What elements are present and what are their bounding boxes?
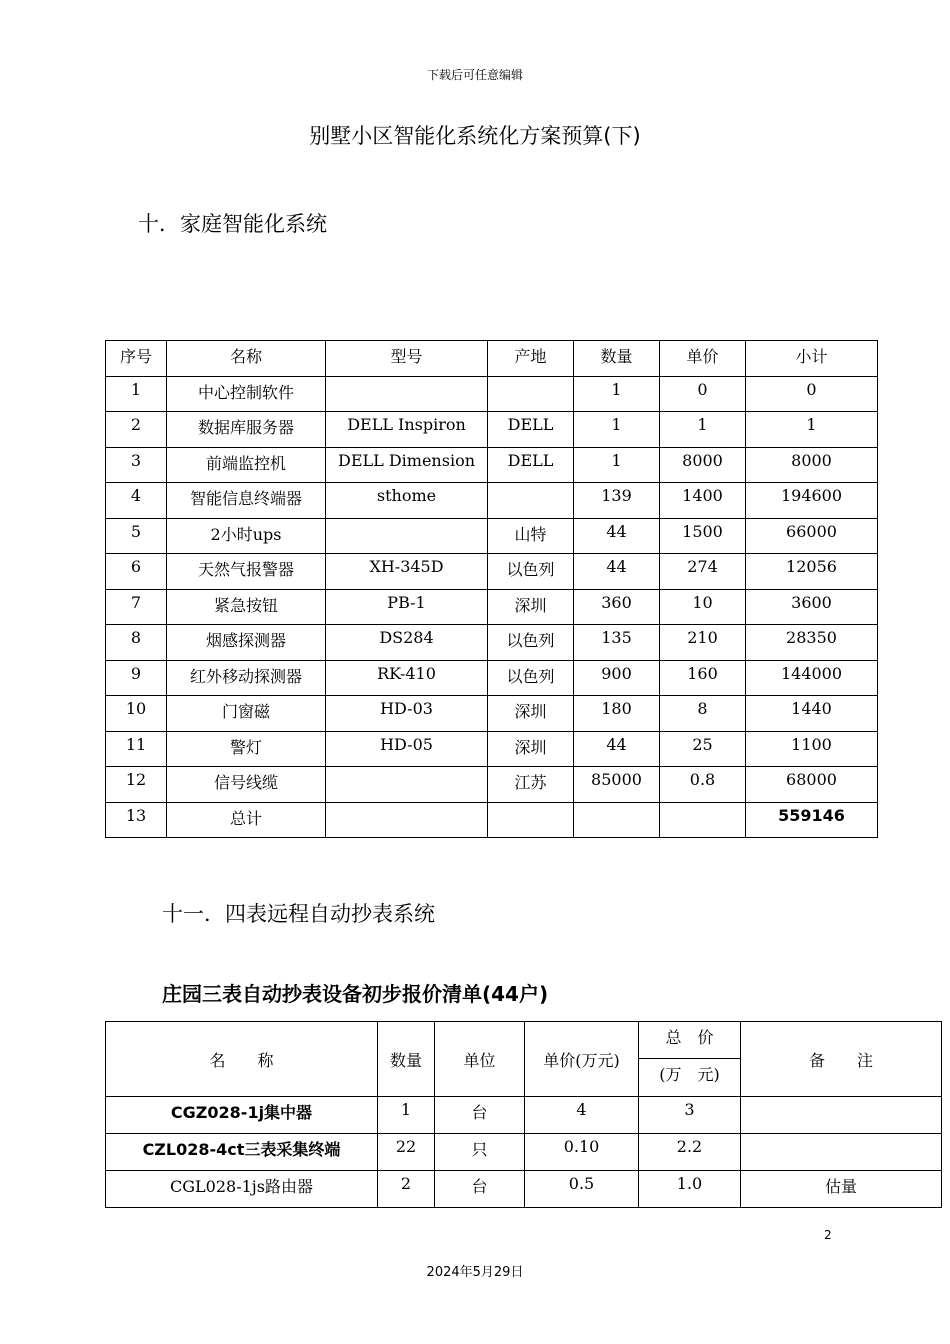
table-cell: 44 <box>574 731 660 767</box>
table-cell: 0.10 <box>525 1134 639 1171</box>
table-cell: HD-05 <box>326 731 488 767</box>
table-cell: 7 <box>106 589 167 625</box>
table-cell: 中心控制软件 <box>167 376 326 412</box>
table-cell: 智能信息终端器 <box>167 483 326 519</box>
table-cell: 1400 <box>660 483 746 519</box>
table-cell: 红外移动探测器 <box>167 660 326 696</box>
table-cell: 估量 <box>741 1171 942 1208</box>
table-cell: 台 <box>435 1097 525 1134</box>
header-note: 下载后可任意编辑 <box>426 68 523 82</box>
table-cell: 5 <box>106 518 167 554</box>
table-cell: HD-03 <box>326 696 488 732</box>
table-row <box>106 802 878 838</box>
table-cell: 44 <box>574 554 660 590</box>
table-cell: 66000 <box>746 518 878 554</box>
table-cell: DELL <box>488 412 574 448</box>
table-cell: 6 <box>106 554 167 590</box>
page-number: 2 <box>824 1228 832 1242</box>
table-row <box>106 731 878 767</box>
header-total-bottom: (万 元) <box>639 1059 741 1097</box>
table-cell: RK-410 <box>326 660 488 696</box>
table-cell: 4 <box>525 1097 639 1134</box>
table-cell: 以色列 <box>488 554 574 590</box>
table-row <box>106 518 878 554</box>
column-header: 型号 <box>326 341 488 377</box>
table-cell: 8 <box>660 696 746 732</box>
header-unit-price: 单价(万元) <box>525 1022 639 1097</box>
table-cell: 1 <box>574 412 660 448</box>
header-note: 备 注 <box>741 1022 942 1097</box>
table-cell: 1100 <box>746 731 878 767</box>
table-cell: 2 <box>378 1171 435 1208</box>
table-cell: 360 <box>574 589 660 625</box>
table-cell: 139 <box>574 483 660 519</box>
table-cell: 10 <box>660 589 746 625</box>
table-cell: 前端监控机 <box>167 447 326 483</box>
table-cell: CGZ028-1j集中器 <box>106 1097 378 1134</box>
table-row <box>106 483 878 519</box>
column-header: 单价 <box>660 341 746 377</box>
table-cell: 2小时ups <box>167 518 326 554</box>
table-cell <box>660 802 746 838</box>
table-cell: 1.0 <box>639 1171 741 1208</box>
table-cell <box>574 802 660 838</box>
table-cell: 警灯 <box>167 731 326 767</box>
table-row <box>106 554 878 590</box>
table-cell: 3 <box>106 447 167 483</box>
table-cell: DELL Dimension <box>326 447 488 483</box>
table-cell: 210 <box>660 625 746 661</box>
table-cell: 1 <box>378 1097 435 1134</box>
table-cell: 深圳 <box>488 589 574 625</box>
table-cell: PB-1 <box>326 589 488 625</box>
column-header: 产地 <box>488 341 574 377</box>
table-cell <box>741 1134 942 1171</box>
table-cell: 烟感探测器 <box>167 625 326 661</box>
footer-date: 2024年5月29日 <box>426 1265 524 1280</box>
table-row <box>106 625 878 661</box>
section-heading-10: 十．家庭智能化系统 <box>138 212 327 236</box>
table-cell: 85000 <box>574 767 660 803</box>
table-cell: CGL028-1js路由器 <box>106 1171 378 1208</box>
table-row <box>106 660 878 696</box>
table-cell: 28350 <box>746 625 878 661</box>
table-cell: 1440 <box>746 696 878 732</box>
table-cell: 深圳 <box>488 731 574 767</box>
header-unit: 单位 <box>435 1022 525 1097</box>
section-heading-11: 十一．四表远程自动抄表系统 <box>162 902 435 926</box>
table-cell: 1 <box>746 412 878 448</box>
table-cell: CZL028-4ct三表采集终端 <box>106 1134 378 1171</box>
table-row <box>106 1097 942 1134</box>
table-cell <box>488 376 574 412</box>
table-cell: 0.8 <box>660 767 746 803</box>
table-cell: 12056 <box>746 554 878 590</box>
table-cell: 数据库服务器 <box>167 412 326 448</box>
table-cell: 台 <box>435 1171 525 1208</box>
table-cell: 4 <box>106 483 167 519</box>
table-header-row <box>106 341 878 377</box>
table-cell: 8 <box>106 625 167 661</box>
table-cell: 江苏 <box>488 767 574 803</box>
table-cell: 信号线缆 <box>167 767 326 803</box>
table-cell: 559146 <box>746 802 878 838</box>
table-cell: 135 <box>574 625 660 661</box>
table-cell: 天然气报警器 <box>167 554 326 590</box>
quote-list-heading: 庄园三表自动抄表设备初步报价清单(44户) <box>162 982 549 1006</box>
table-cell: 11 <box>106 731 167 767</box>
table-cell: 900 <box>574 660 660 696</box>
table-cell <box>488 483 574 519</box>
table-cell: DS284 <box>326 625 488 661</box>
table-cell: 8000 <box>746 447 878 483</box>
table-cell: 0.5 <box>525 1171 639 1208</box>
table-row <box>106 447 878 483</box>
column-header: 名称 <box>167 341 326 377</box>
table-cell: 2 <box>106 412 167 448</box>
table-cell: 0 <box>746 376 878 412</box>
table-cell <box>326 802 488 838</box>
table-cell: 山特 <box>488 518 574 554</box>
table-cell: 180 <box>574 696 660 732</box>
table-cell: 274 <box>660 554 746 590</box>
table-cell: 25 <box>660 731 746 767</box>
table-cell: 8000 <box>660 447 746 483</box>
table-cell: 门窗磁 <box>167 696 326 732</box>
table-cell: 以色列 <box>488 660 574 696</box>
table-cell: 2.2 <box>639 1134 741 1171</box>
column-header: 序号 <box>106 341 167 377</box>
table-cell: 10 <box>106 696 167 732</box>
meter-reading-quote-table <box>105 1021 942 1208</box>
table-cell: 3600 <box>746 589 878 625</box>
table-row <box>106 767 878 803</box>
table-cell: 1 <box>574 376 660 412</box>
table-cell <box>326 518 488 554</box>
header-name: 名 称 <box>106 1022 378 1097</box>
home-intelligence-table <box>105 340 878 838</box>
table-cell: 0 <box>660 376 746 412</box>
table-cell: DELL Inspiron <box>326 412 488 448</box>
column-header: 数量 <box>574 341 660 377</box>
table-cell <box>488 802 574 838</box>
table-cell: sthome <box>326 483 488 519</box>
table-cell: 深圳 <box>488 696 574 732</box>
table-cell: 只 <box>435 1134 525 1171</box>
table-cell <box>326 376 488 412</box>
table-cell: 9 <box>106 660 167 696</box>
table-cell: 紧急按钮 <box>167 589 326 625</box>
column-header: 小计 <box>746 341 878 377</box>
table-row <box>106 1171 942 1208</box>
table-cell: 3 <box>639 1097 741 1134</box>
header-quantity: 数量 <box>378 1022 435 1097</box>
table-cell: 13 <box>106 802 167 838</box>
table-cell: 1 <box>106 376 167 412</box>
table-cell: 144000 <box>746 660 878 696</box>
table-cell: 1500 <box>660 518 746 554</box>
header-total-top: 总 价 <box>639 1022 741 1059</box>
table-cell <box>326 767 488 803</box>
page-title: 别墅小区智能化系统化方案预算(下) <box>309 124 641 148</box>
table-cell: 22 <box>378 1134 435 1171</box>
table-row <box>106 696 878 732</box>
table-cell: 1 <box>574 447 660 483</box>
table-cell <box>741 1097 942 1134</box>
table-cell: 44 <box>574 518 660 554</box>
table-cell: 194600 <box>746 483 878 519</box>
table-row <box>106 412 878 448</box>
table-cell: 总计 <box>167 802 326 838</box>
table-cell: 以色列 <box>488 625 574 661</box>
table-cell: 1 <box>660 412 746 448</box>
table-cell: 160 <box>660 660 746 696</box>
table-cell: 68000 <box>746 767 878 803</box>
table-cell: XH-345D <box>326 554 488 590</box>
table-row <box>106 1134 942 1171</box>
table-row <box>106 376 878 412</box>
table-cell: 12 <box>106 767 167 803</box>
table-row <box>106 589 878 625</box>
table-cell: DELL <box>488 447 574 483</box>
